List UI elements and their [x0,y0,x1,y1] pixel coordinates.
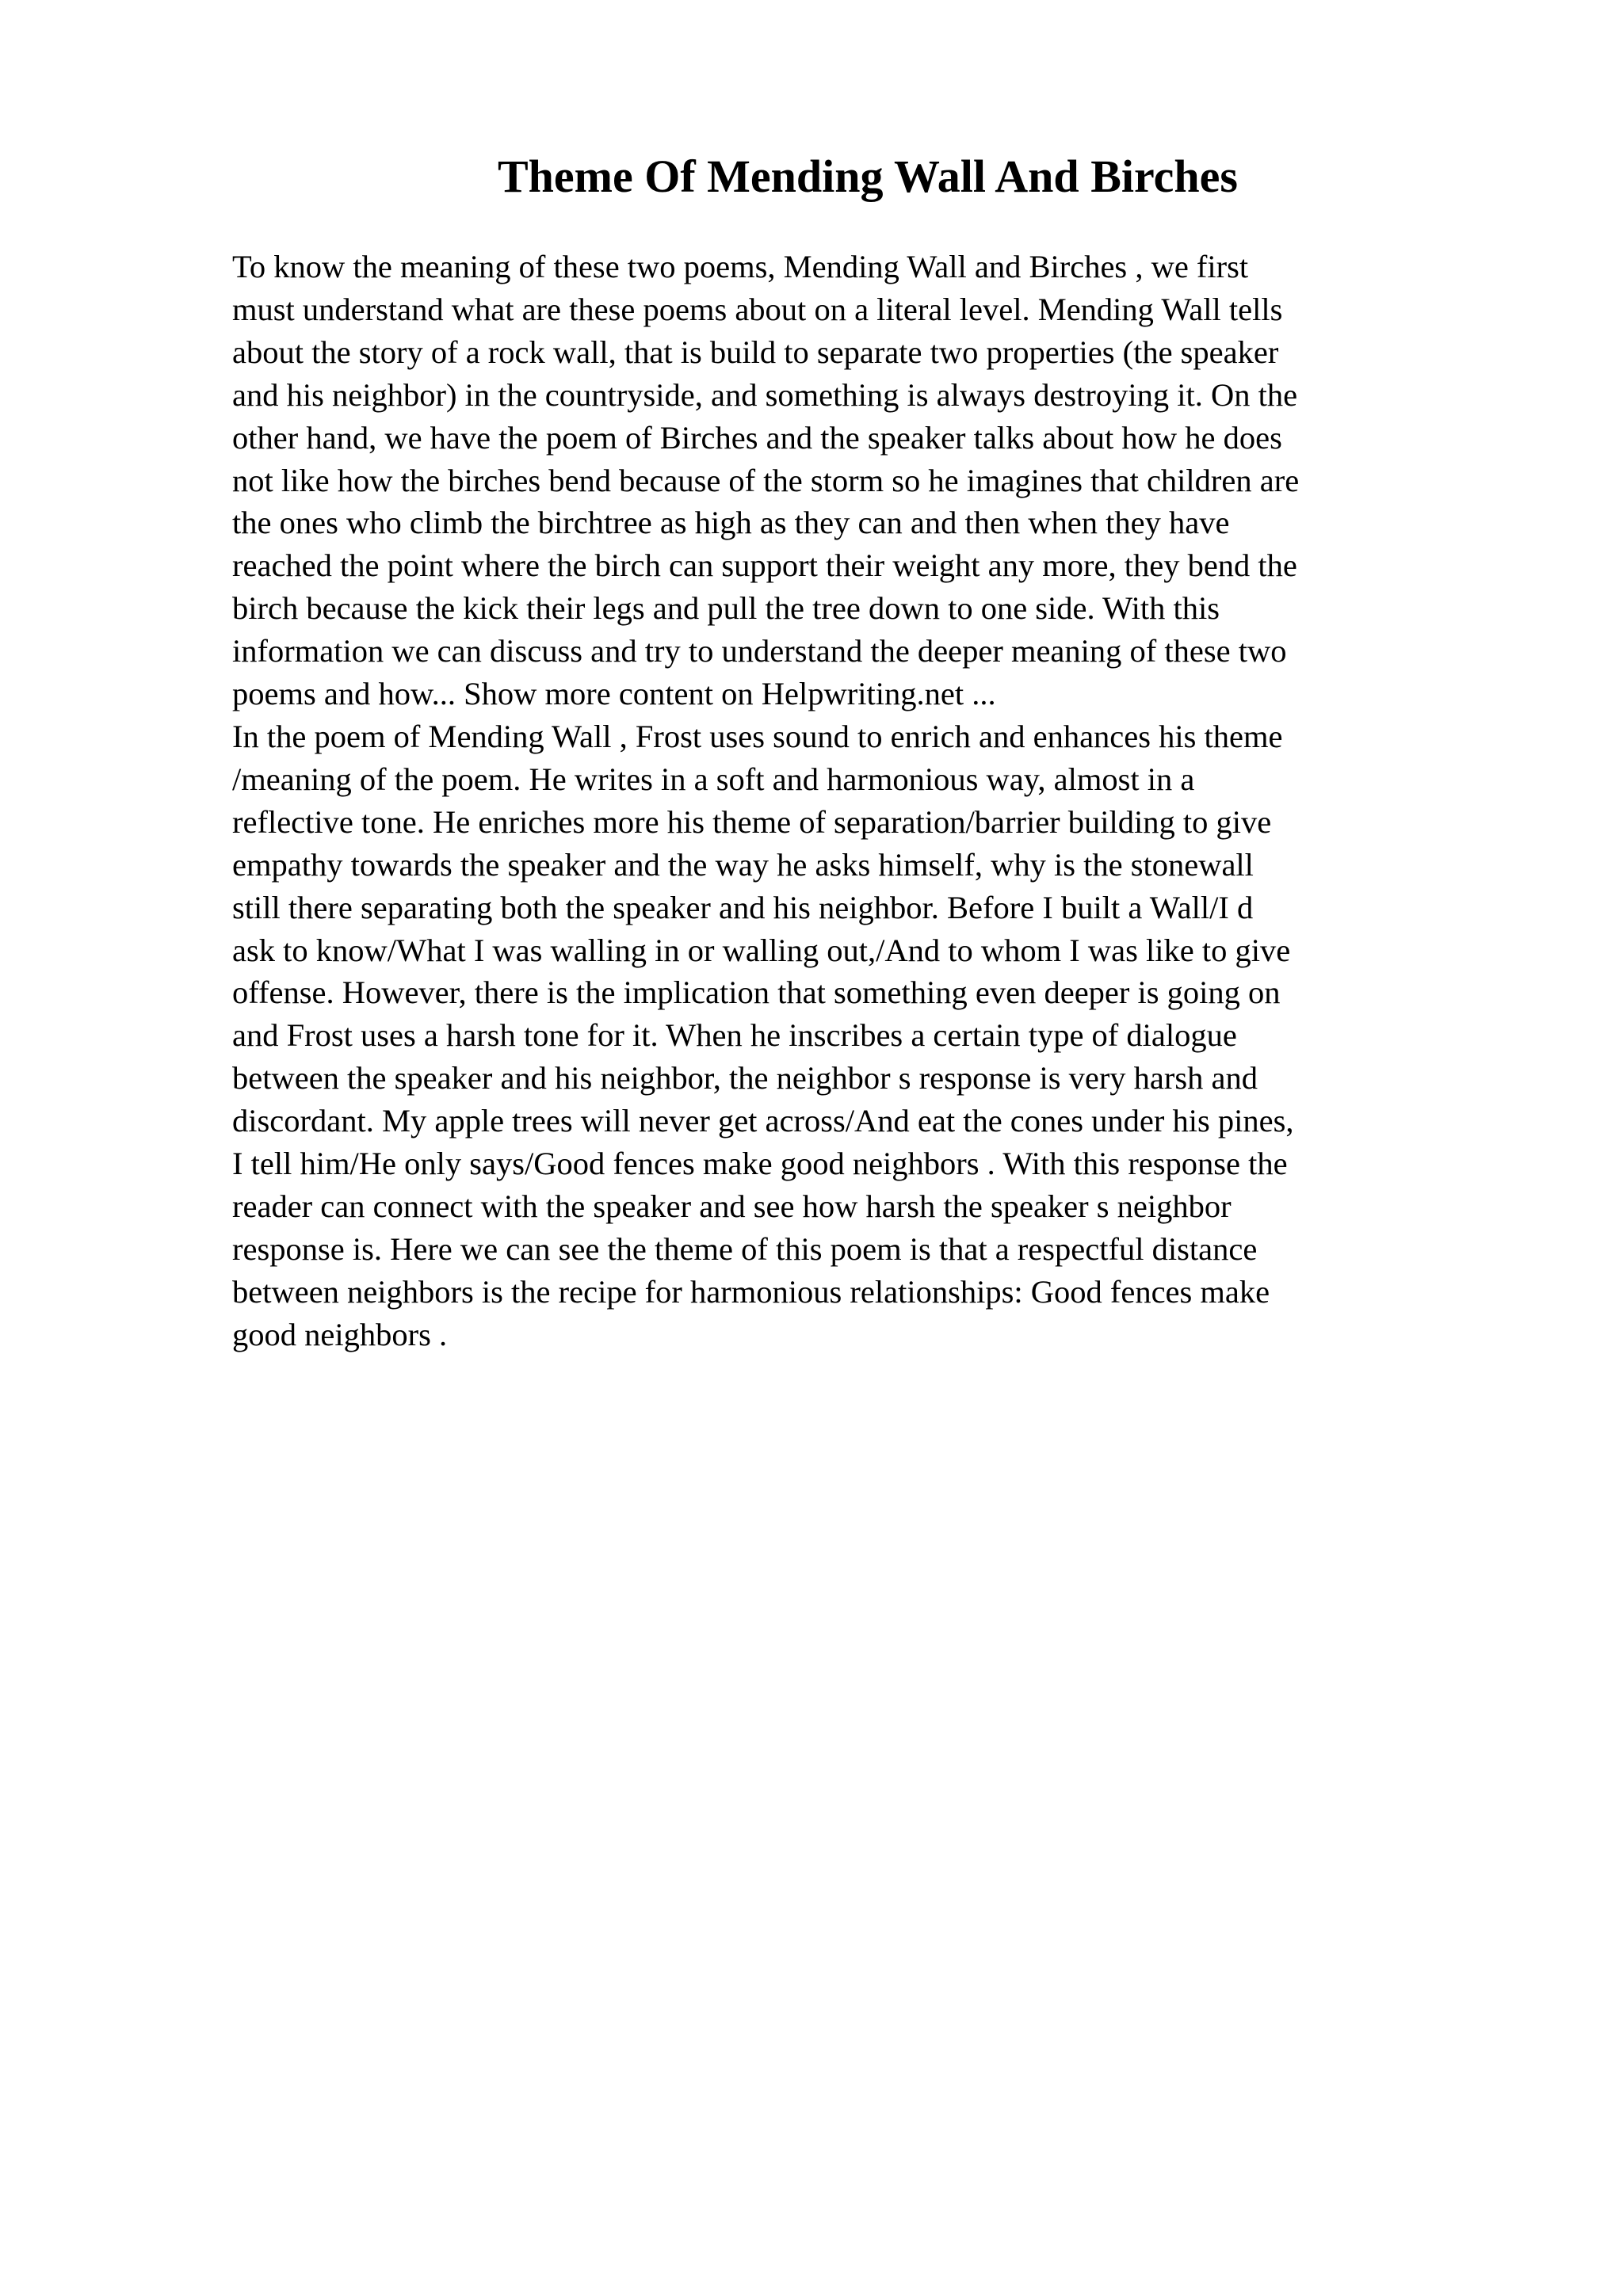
body-line: and his neighbor) in the countryside, and something is always destroying it. On the [232,376,1298,413]
body-line: reflective tone. He enriches more his theme of separation/barrier building to give [232,803,1272,840]
body-line: To know the meaning of these two poems, Mending Wall and Birches , we first [232,249,1249,284]
body-line: offense. However, there is the implication that something even deeper is going on [232,974,1281,1011]
body-line: about the story of a rock wall, that is build to separate two properties (the speaker [232,334,1279,370]
body-line: between the speaker and his neighbor, the neighbor s response is very harsh and [232,1060,1258,1097]
body-line: In the poem of Mending Wall , Frost uses sound to enrich and enhances his theme [232,718,1283,754]
body-line: information we can discuss and try to understand the deeper meaning of these two [232,633,1287,669]
body-line: and Frost uses a harsh tone for it. When he inscribes a certain type of dialogue [232,1017,1237,1054]
body-line: reached the point where the birch can support their weight any more, they bend the [232,547,1297,584]
body-line: birch because the kick their legs and pull the tree down to one side. With this [232,590,1220,627]
body-line: reader can connect with the speaker and see how harsh the speaker s neighbor [232,1188,1232,1224]
body-line: other hand, we have the poem of Birches and the speaker talks about how he does [232,419,1282,456]
body-line: between neighbors is the recipe for harmonious relationships: Good fences make [232,1273,1270,1310]
body-line: I tell him/He only says/Good fences make good neighbors . With this response the [232,1146,1288,1182]
body-line: must understand what are these poems about on a literal level. Mending Wall tells [232,291,1283,327]
body-line: not like how the birches bend because of the storm so he imagines that children are [232,462,1300,498]
body-line: ask to know/What I was walling in or walling out,/And to whom I was like to give [232,932,1291,968]
body-line: good neighbors . [232,1316,448,1352]
body-line: discordant. My apple trees will never get across/And eat the cones under his pines, [232,1103,1294,1139]
body-line: /meaning of the poem. He writes in a soft and harmonious way, almost in a [232,761,1195,797]
document-body [232,246,1468,1356]
body-line: response is. Here we can see the theme of this poem is that a respectful distance [232,1230,1258,1267]
document-title: Theme Of Mending Wall And Birches [497,151,1239,202]
body-line: poems and how... Show more content on Helpwriting.net ... [232,676,996,712]
body-line: empathy towards the speaker and the way he asks himself, why is the stonewall [232,846,1254,883]
body-line: still there separating both the speaker and his neighbor. Before I built a Wall/I d [232,889,1254,925]
body-line: the ones who climb the birchtree as high as they can and then when they have [232,505,1230,541]
